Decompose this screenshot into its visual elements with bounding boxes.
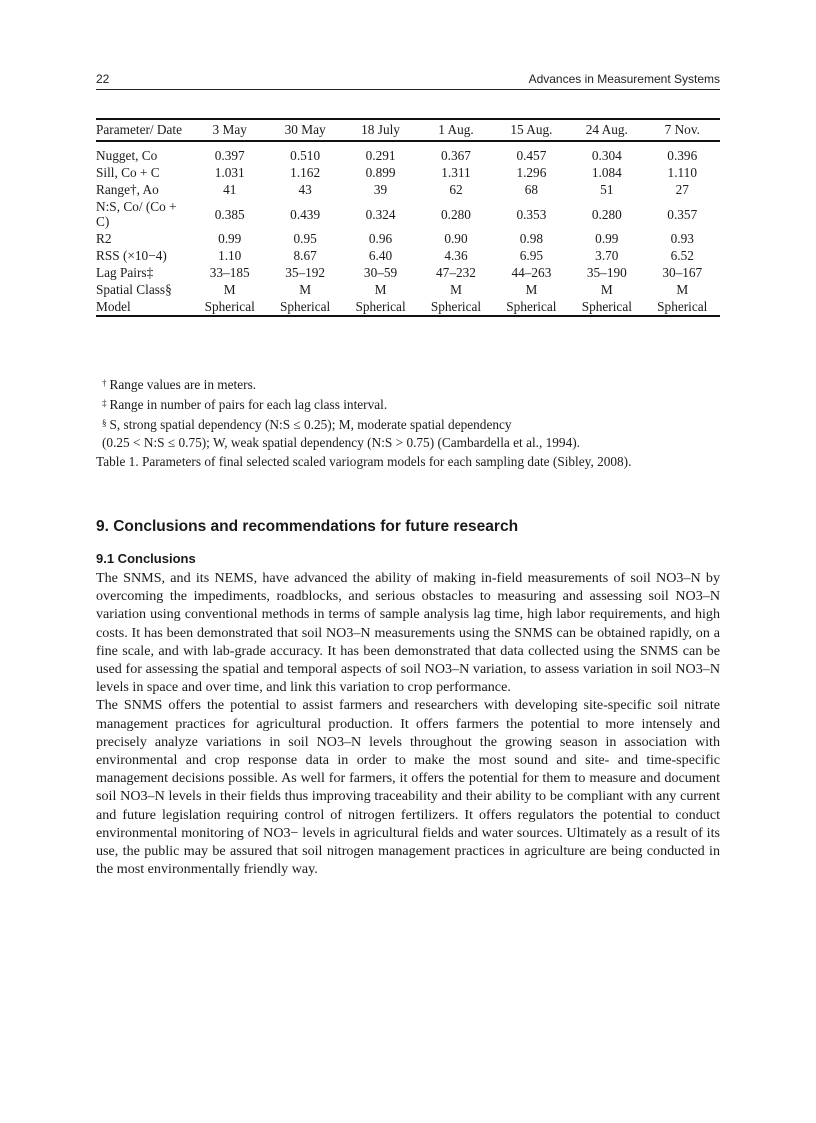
- param-label: Nugget, Co: [96, 148, 158, 163]
- table-cell: M: [374, 282, 387, 297]
- table-row: [96, 164, 720, 181]
- table-cell: 30–59: [363, 265, 398, 280]
- page-number: 22: [96, 72, 110, 86]
- subsection-heading: 9.1 Conclusions: [96, 551, 196, 566]
- table-cell: 0.385: [214, 206, 245, 222]
- table-cell: M: [299, 282, 312, 297]
- date-header: 1 Aug.: [438, 122, 474, 137]
- table-cell: 68: [524, 182, 539, 197]
- table-footnotes: [102, 374, 720, 452]
- table-cell: 1.10: [218, 248, 242, 263]
- param-label: R2: [96, 231, 112, 246]
- table-cell: M: [450, 282, 462, 297]
- table-cell: 0.324: [365, 206, 396, 222]
- footnote: † Range values are in meters.: [102, 377, 257, 392]
- table-row: [96, 264, 720, 281]
- date-header: 7 Nov.: [664, 122, 700, 137]
- table-cell: 0.397: [214, 148, 245, 163]
- table-cell: 0.95: [293, 231, 317, 246]
- table-cell: 0.99: [595, 231, 619, 246]
- paragraph: The SNMS, and its NEMS, have advanced the ability of making in-field measurements of soil NO3–N by overcoming the impediments, roadblocks, and serious obstacles to measuring and assessing soil NO3–N variation using conventional methods in terms of sample analysis lag time, high labor requirements, and high costs. It has been demonstrated that soil NO3–N measurements using the SNMS can be obtained rapidly, on a fine scale, and with lab-grade accuracy. It has been demonstrated that data collected using the SNMS can be used for assessing the spatial and temporal aspects of soil NO3–N variation, to assess variation in soil NO3–N levels in space and over time, and link this variation to crop performance.: [96, 570, 720, 696]
- table-row: [96, 281, 720, 298]
- table-cell: Spherical: [581, 299, 632, 314]
- table-cell: 1.084: [591, 165, 622, 180]
- table-cell: Spherical: [280, 299, 331, 314]
- table-cell: Spherical: [355, 299, 406, 314]
- table-cell: 39: [373, 182, 388, 197]
- date-header: 18 July: [361, 122, 400, 137]
- table-cell: Spherical: [506, 299, 557, 314]
- table-cell: 30–167: [662, 265, 703, 280]
- table-cell: 51: [600, 182, 614, 197]
- book-title: Advances in Measurement Systems: [528, 72, 720, 86]
- table-cell: 0.439: [290, 206, 321, 222]
- table-cell: 6.52: [670, 248, 694, 263]
- table-cell: 8.67: [293, 248, 317, 263]
- table-cell: 0.98: [519, 231, 544, 246]
- param-label: Spatial Class§: [96, 282, 172, 297]
- table-cell: M: [223, 282, 236, 297]
- table-cell: Spherical: [430, 299, 482, 314]
- table-cell: 0.99: [218, 231, 242, 246]
- paragraph: The SNMS offers the potential to assist farmers and researchers with developing site-specific soil nitrate management practices for agricultural production. It offers farmers the potential to more intensely and precisely analyze variations in soil NO3–N levels throughout the growing season in association with environmental and crop response data in order to make the most sound and site- and time-specific management decisions possible. As well for farmers, it offers the potential for them to measure and document soil NO3–N levels in their fields thus improving traceability and their ability to be compliant with any current and future legislation requiring control of nitrogen fertilizers. It offers regulators the potential to conduct environmental monitoring of NO3− levels in agricultural fields and water sources. Ultimately as a result of its use, the public may be assured that soil nitrogen management practices in agriculture are being conducted in the most environmentally friendly way.: [96, 697, 720, 878]
- table-cell: 0.96: [368, 231, 393, 246]
- table-cell: 1.162: [290, 165, 321, 180]
- table-cell: 0.304: [591, 148, 622, 163]
- body-text: [96, 569, 720, 878]
- table-cell: 0.367: [441, 148, 471, 163]
- param-label: RSS (×10−4): [96, 248, 167, 263]
- table-cell: 1.311: [441, 165, 471, 180]
- table-cell: 0.899: [365, 165, 396, 180]
- table-caption: Table 1. Parameters of final selected scaled variogram models for each sampling date (Sibley, 2008).: [96, 454, 632, 469]
- date-header: 24 Aug.: [585, 122, 628, 137]
- table-row: [96, 298, 720, 316]
- table-row: [96, 198, 720, 230]
- table-cell: 0.353: [516, 206, 547, 222]
- table-cell: 47–232: [436, 265, 476, 280]
- table-cell: M: [676, 282, 689, 297]
- footnote: (0.25 < N:S ≤ 0.75); W, weak spatial dependency (N:S > 0.75) (Cambardella et al., 1994).: [102, 435, 580, 450]
- table-cell: 41: [223, 182, 237, 197]
- running-head: [96, 72, 720, 90]
- table-cell: 0.90: [444, 231, 468, 246]
- date-header: 30 May: [284, 122, 326, 137]
- table-cell: 6.95: [519, 248, 544, 263]
- table-cell: 35–192: [285, 265, 326, 280]
- table-cell: 0.357: [667, 206, 698, 222]
- table-header-row: [96, 119, 720, 141]
- table-cell: 6.40: [368, 248, 393, 263]
- footnote: § S, strong spatial dependency (N:S ≤ 0.25); M, moderate spatial dependency: [102, 417, 512, 432]
- table-cell: 1.296: [516, 165, 547, 180]
- table-cell: 0.396: [667, 148, 698, 163]
- table-cell: 43: [298, 182, 312, 197]
- table-cell: M: [525, 282, 538, 297]
- table-row: [96, 230, 720, 247]
- table-cell: 4.36: [444, 248, 468, 263]
- param-header: Parameter/ Date: [96, 122, 183, 137]
- table-cell: 0.291: [365, 148, 396, 163]
- table-cell: 0.280: [591, 206, 622, 222]
- table-cell: Spherical: [204, 299, 255, 314]
- table-cell: 0.93: [670, 231, 694, 246]
- table-cell: 1.031: [214, 165, 245, 180]
- param-label: Sill, Co + C: [96, 165, 160, 180]
- table-cell: 3.70: [595, 248, 619, 263]
- table-cell: 27: [675, 182, 689, 197]
- table-cell: 0.457: [516, 148, 547, 163]
- param-label: Model: [96, 299, 131, 314]
- footnote: ‡ Range in number of pairs for each lag class interval.: [102, 397, 388, 412]
- table-row: [96, 247, 720, 264]
- table-cell: 0.510: [290, 148, 321, 163]
- table-cell: 0.280: [441, 206, 471, 222]
- variogram-table: [96, 118, 720, 317]
- date-header: 3 May: [212, 122, 247, 137]
- table-cell: Spherical: [657, 299, 708, 314]
- param-label: N:S, Co/ (Co + C): [96, 199, 177, 229]
- table-cell: M: [600, 282, 613, 297]
- table-cell: 62: [449, 182, 463, 197]
- param-label: Lag Pairs‡: [96, 265, 154, 280]
- section-heading: 9. Conclusions and recommendations for future research: [96, 518, 519, 535]
- table-cell: 35–190: [586, 265, 627, 280]
- table-cell: 44–263: [511, 265, 552, 280]
- param-label: Range†, Ao: [96, 182, 159, 197]
- table-cell: 1.110: [667, 165, 697, 180]
- table-row: [96, 141, 720, 164]
- table-cell: 33–185: [209, 265, 250, 280]
- table-row: [96, 181, 720, 198]
- date-header: 15 Aug.: [510, 122, 553, 137]
